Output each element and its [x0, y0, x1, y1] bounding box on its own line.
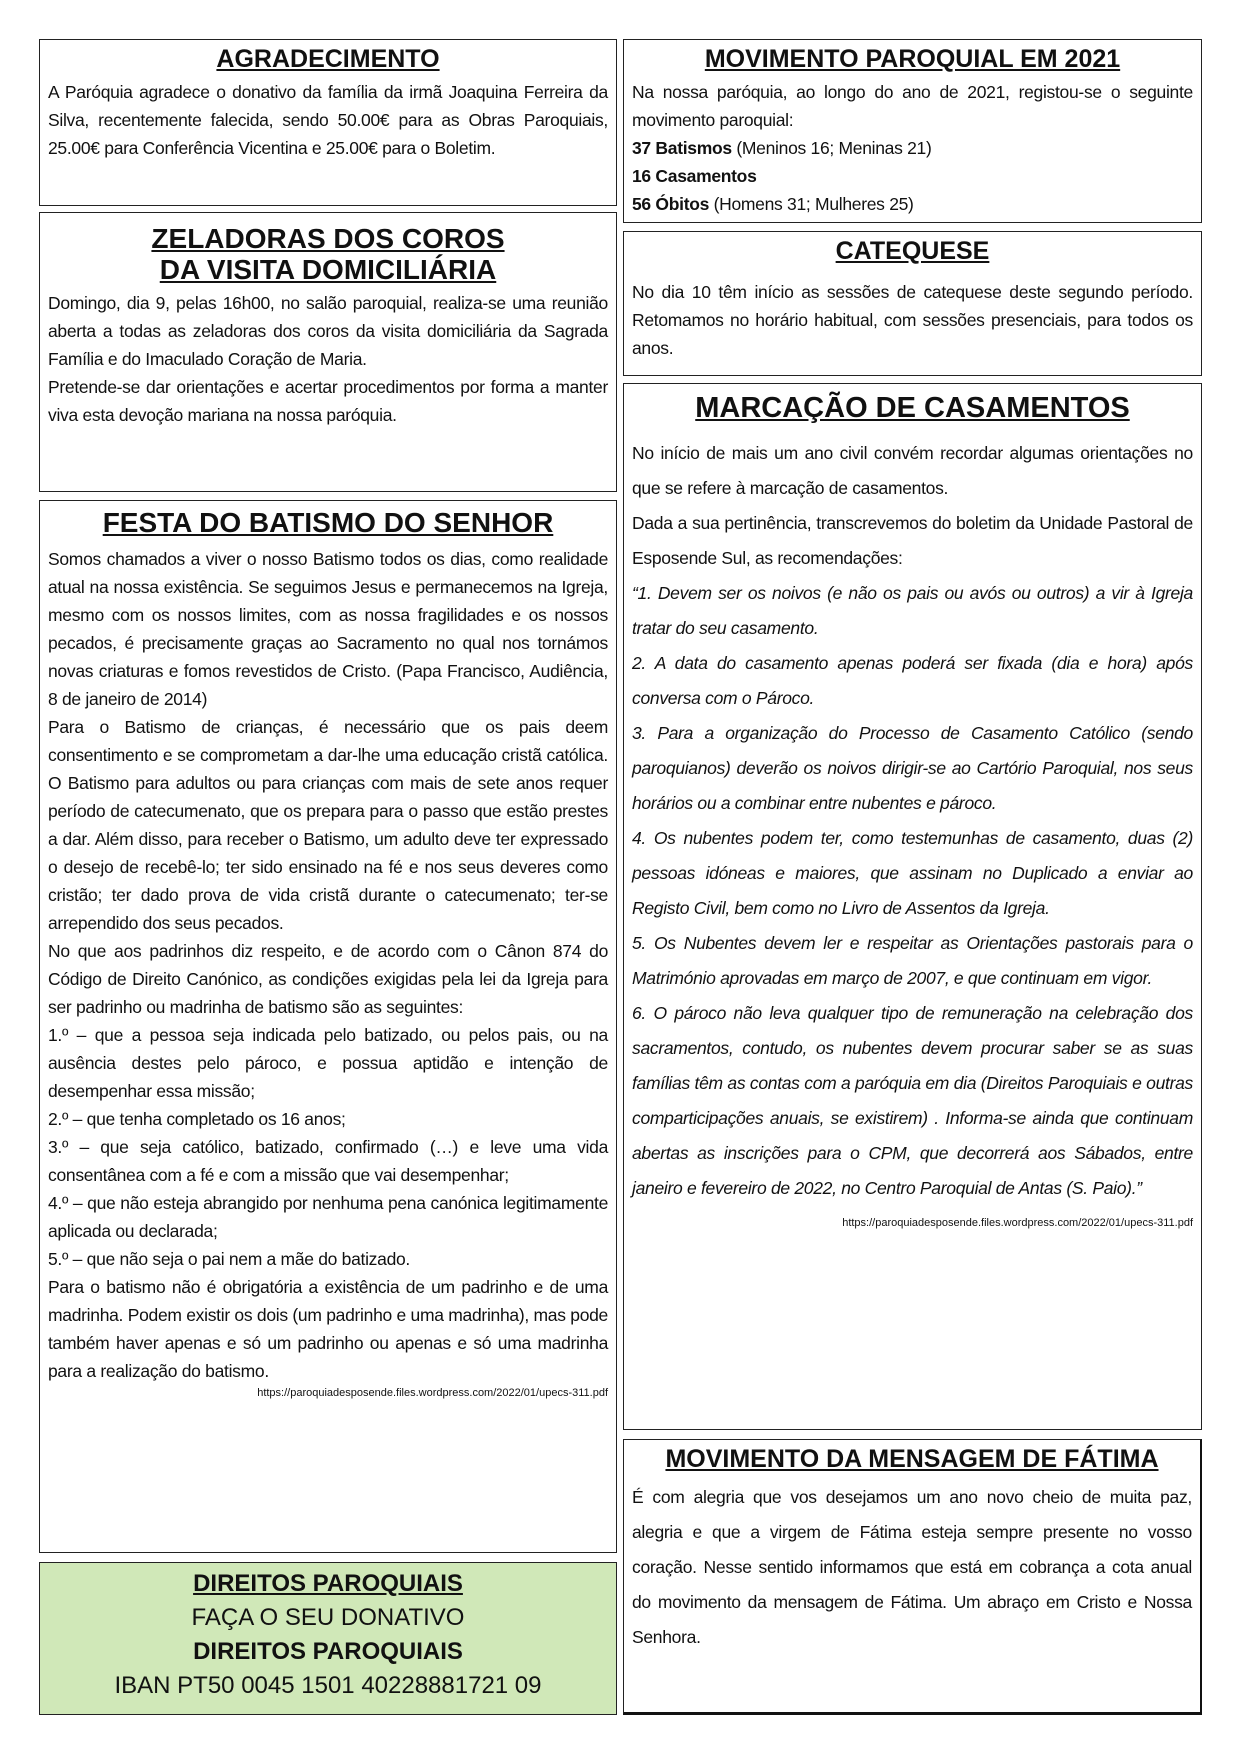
paragraph: Para o Batismo de crianças, é necessário que os pais deem consentimento e se comprometam a dar-lhe uma educação cristã católica. O Batismo para adultos ou para crianças com mais de sete anos requer período de catecumenato, que os prepara para o passo que estão prestes a dar. Além disso, para receber o Batismo, um adulto deve ter expressado o desejo de recebê-lo; ter sido ensinado na fé e nos seus deveres como cristão; ter dado prova de vida cristã durante o catecumenato; ter-se arrependido dos seus pecados.: [48, 717, 608, 933]
fatima-text: É com alegria que vos desejamos um ano novo cheio de muita paz, alegria e que a virgem de Fátima esteja sempre presente no vosso coração. Nesse sentido informamos que está em cobrança a cota anual do movimento da mensagem de Fátima. Um abraço em Cristo e Nossa Senhora.: [632, 1487, 1192, 1647]
paragraph: Somos chamados a viver o nosso Batismo todos os dias, como realidade atual na nossa existência. Se seguimos Jesus e permanecemos na Igreja, mesmo com os nossos limites, com as nossa fragilidades e os nossos pecados, é precisamente graças ao Sacramento no qual nos tornámos novas criaturas e fomos revestidos de Cristo. (Papa Francisco, Audiência, 8 de janeiro de 2014): [48, 549, 608, 709]
paragraph: Dada a sua pertinência, transcrevemos do boletim da Unidade Pastoral de Esposende Sul, as recomendações:: [632, 513, 1193, 568]
paragraph: 3.º – que seja católico, batizado, confirmado (…) e leve uma vida consentânea com a fé e com a missão que vai desempenhar;: [48, 1137, 608, 1185]
zeladoras-title-line2: DA VISITA DOMICILIÁRIA: [159, 254, 497, 285]
marcacao-title: MARCAÇÃO DE CASAMENTOS: [695, 392, 1130, 424]
movimento-title: MOVIMENTO PAROQUIAL EM 2021: [704, 45, 1121, 73]
paragraph: Pretende-se dar orientações e acertar procedimentos por forma a manter viva esta devoção mariana na nossa paróquia.: [48, 377, 608, 425]
direitos-line1: FAÇA O SEU DONATIVO: [191, 1604, 465, 1631]
iban: IBAN PT50 0045 1501 40228881721 09: [114, 1672, 542, 1699]
direitos-line2: DIREITOS PAROQUIAIS: [193, 1638, 463, 1665]
zeladoras-section: [39, 212, 617, 492]
fatima-title: MOVIMENTO DA MENSAGEM DE FÁTIMA: [665, 1445, 1159, 1473]
batismos-detail: (Meninos 16; Meninas 21): [731, 138, 932, 158]
paragraph: 1.º – que a pessoa seja indicada pelo batizado, ou pelos pais, ou na ausência destes pelo pároco, e possua aptidão e intenção de desempenhar essa missão;: [48, 1025, 608, 1101]
recommendation-item: 4. Os nubentes podem ter, como testemunhas de casamento, duas (2) pessoas idóneas e maiores, que assinam no Duplicado a enviar ao Registo Civil, bem como no Livro de Assentos da Igreja.: [632, 828, 1193, 918]
movimento-intro: Na nossa paróquia, ao longo do ano de 2021, registou-se o seguinte movimento paroquial:: [632, 82, 1193, 130]
catequese-text: No dia 10 têm início as sessões de catequese deste segundo período. Retomamos no horário habitual, com sessões presenciais, para todos os anos.: [632, 282, 1193, 358]
festa-section: [39, 500, 617, 1553]
paragraph: Domingo, dia 9, pelas 16h00, no salão paroquial, realiza-se uma reunião aberta a todas as zeladoras dos coros da visita domiciliária da Sagrada Família e do Imaculado Coração de Maria.: [48, 293, 608, 369]
paragraph: No início de mais um ano civil convém recordar algumas orientações no que se refere à marcação de casamentos.: [632, 443, 1193, 498]
direitos-title: DIREITOS PAROQUIAIS: [193, 1570, 463, 1597]
paragraph: Para o batismo não é obrigatória a existência de um padrinho e de uma madrinha. Podem existir os dois (um padrinho e uma madrinha), mas pode também haver apenas e só um padrinho ou apenas e só uma madrinha para a realização do batismo.: [48, 1277, 608, 1381]
batismos-line: [632, 134, 1193, 162]
source-link[interactable]: https://paroquiadesposende.files.wordpress.com/2022/01/upecs-311.pdf: [842, 1217, 1193, 1229]
recommendation-item: 3. Para a organização do Processo de Casamento Católico (sendo paroquianos) deverão os noivos dirigir-se ao Cartório Paroquial, nos seus horários ou a combinar entre nubentes e pároco.: [632, 723, 1193, 813]
casamentos-line: [632, 162, 1193, 190]
casamentos-count: 16 Casamentos: [632, 166, 757, 186]
fatima-section: [623, 1439, 1202, 1715]
zeladoras-title: [48, 223, 608, 285]
agradecimento-text: A Paróquia agradece o donativo da família da irmã Joaquina Ferreira da Silva, recentemente falecida, sendo 50.00€ para as Obras Paroquiais, 25.00€ para Conferência Vicentina e 25.00€ para o Boletim.: [48, 82, 608, 158]
marcacao-section: [623, 383, 1202, 1430]
recommendation-item: 6. O pároco não leva qualquer tipo de remuneração na celebração dos sacramentos, contudo, os nubentes devem procurar saber se as suas famílias têm as contas com a paróquia em dia (Direitos Paroquiais e outras comparticipações anuais, se existirem) . Informa-se ainda que continuam abertas as inscrições para o CPM, que decorrerá aos Sábados, entre janeiro e fevereiro de 2022, no Centro Paroquial de Antas (S. Paio).”: [632, 1003, 1193, 1198]
paragraph: 2.º – que tenha completado os 16 anos;: [48, 1109, 346, 1129]
paragraph: No que aos padrinhos diz respeito, e de acordo com o Cânon 874 do Código de Direito Canónico, as condições exigidas pela lei da Igreja para ser padrinho ou madrinha de batismo são as seguintes:: [48, 941, 608, 1017]
catequese-title: CATEQUESE: [835, 237, 990, 265]
batismos-count: 37 Batismos: [632, 138, 732, 158]
obitos-count: 56 Óbitos: [632, 194, 710, 214]
recommendation-item: “1. Devem ser os noivos (e não os pais ou avós ou outros) a vir à Igreja tratar do seu casamento.: [632, 583, 1193, 638]
paragraph: 4.º – que não esteja abrangido por nenhuma pena canónica legitimamente aplicada ou declarada;: [48, 1193, 608, 1241]
source-link[interactable]: https://paroquiadesposende.files.wordpress.com/2022/01/upecs-311.pdf: [257, 1387, 608, 1399]
agradecimento-section: [39, 39, 617, 206]
zeladoras-title-line1: ZELADORAS DOS COROS: [151, 223, 505, 254]
direitos-section: [39, 1562, 617, 1715]
festa-title: FESTA DO BATISMO DO SENHOR: [102, 507, 554, 538]
paragraph: 5.º – que não seja o pai nem a mãe do batizado.: [48, 1249, 410, 1269]
movimento-section: [623, 39, 1202, 223]
obitos-detail: (Homens 31; Mulheres 25): [709, 194, 914, 214]
recommendation-item: 2. A data do casamento apenas poderá ser fixada (dia e hora) após conversa com o Pároco.: [632, 653, 1193, 708]
obitos-line: [632, 190, 1193, 218]
catequese-section: [623, 231, 1202, 376]
recommendation-item: 5. Os Nubentes devem ler e respeitar as Orientações pastorais para o Matrimónio aprovadas em março de 2007, e que continuam em vigor.: [632, 933, 1193, 988]
agradecimento-title: AGRADECIMENTO: [216, 45, 440, 73]
